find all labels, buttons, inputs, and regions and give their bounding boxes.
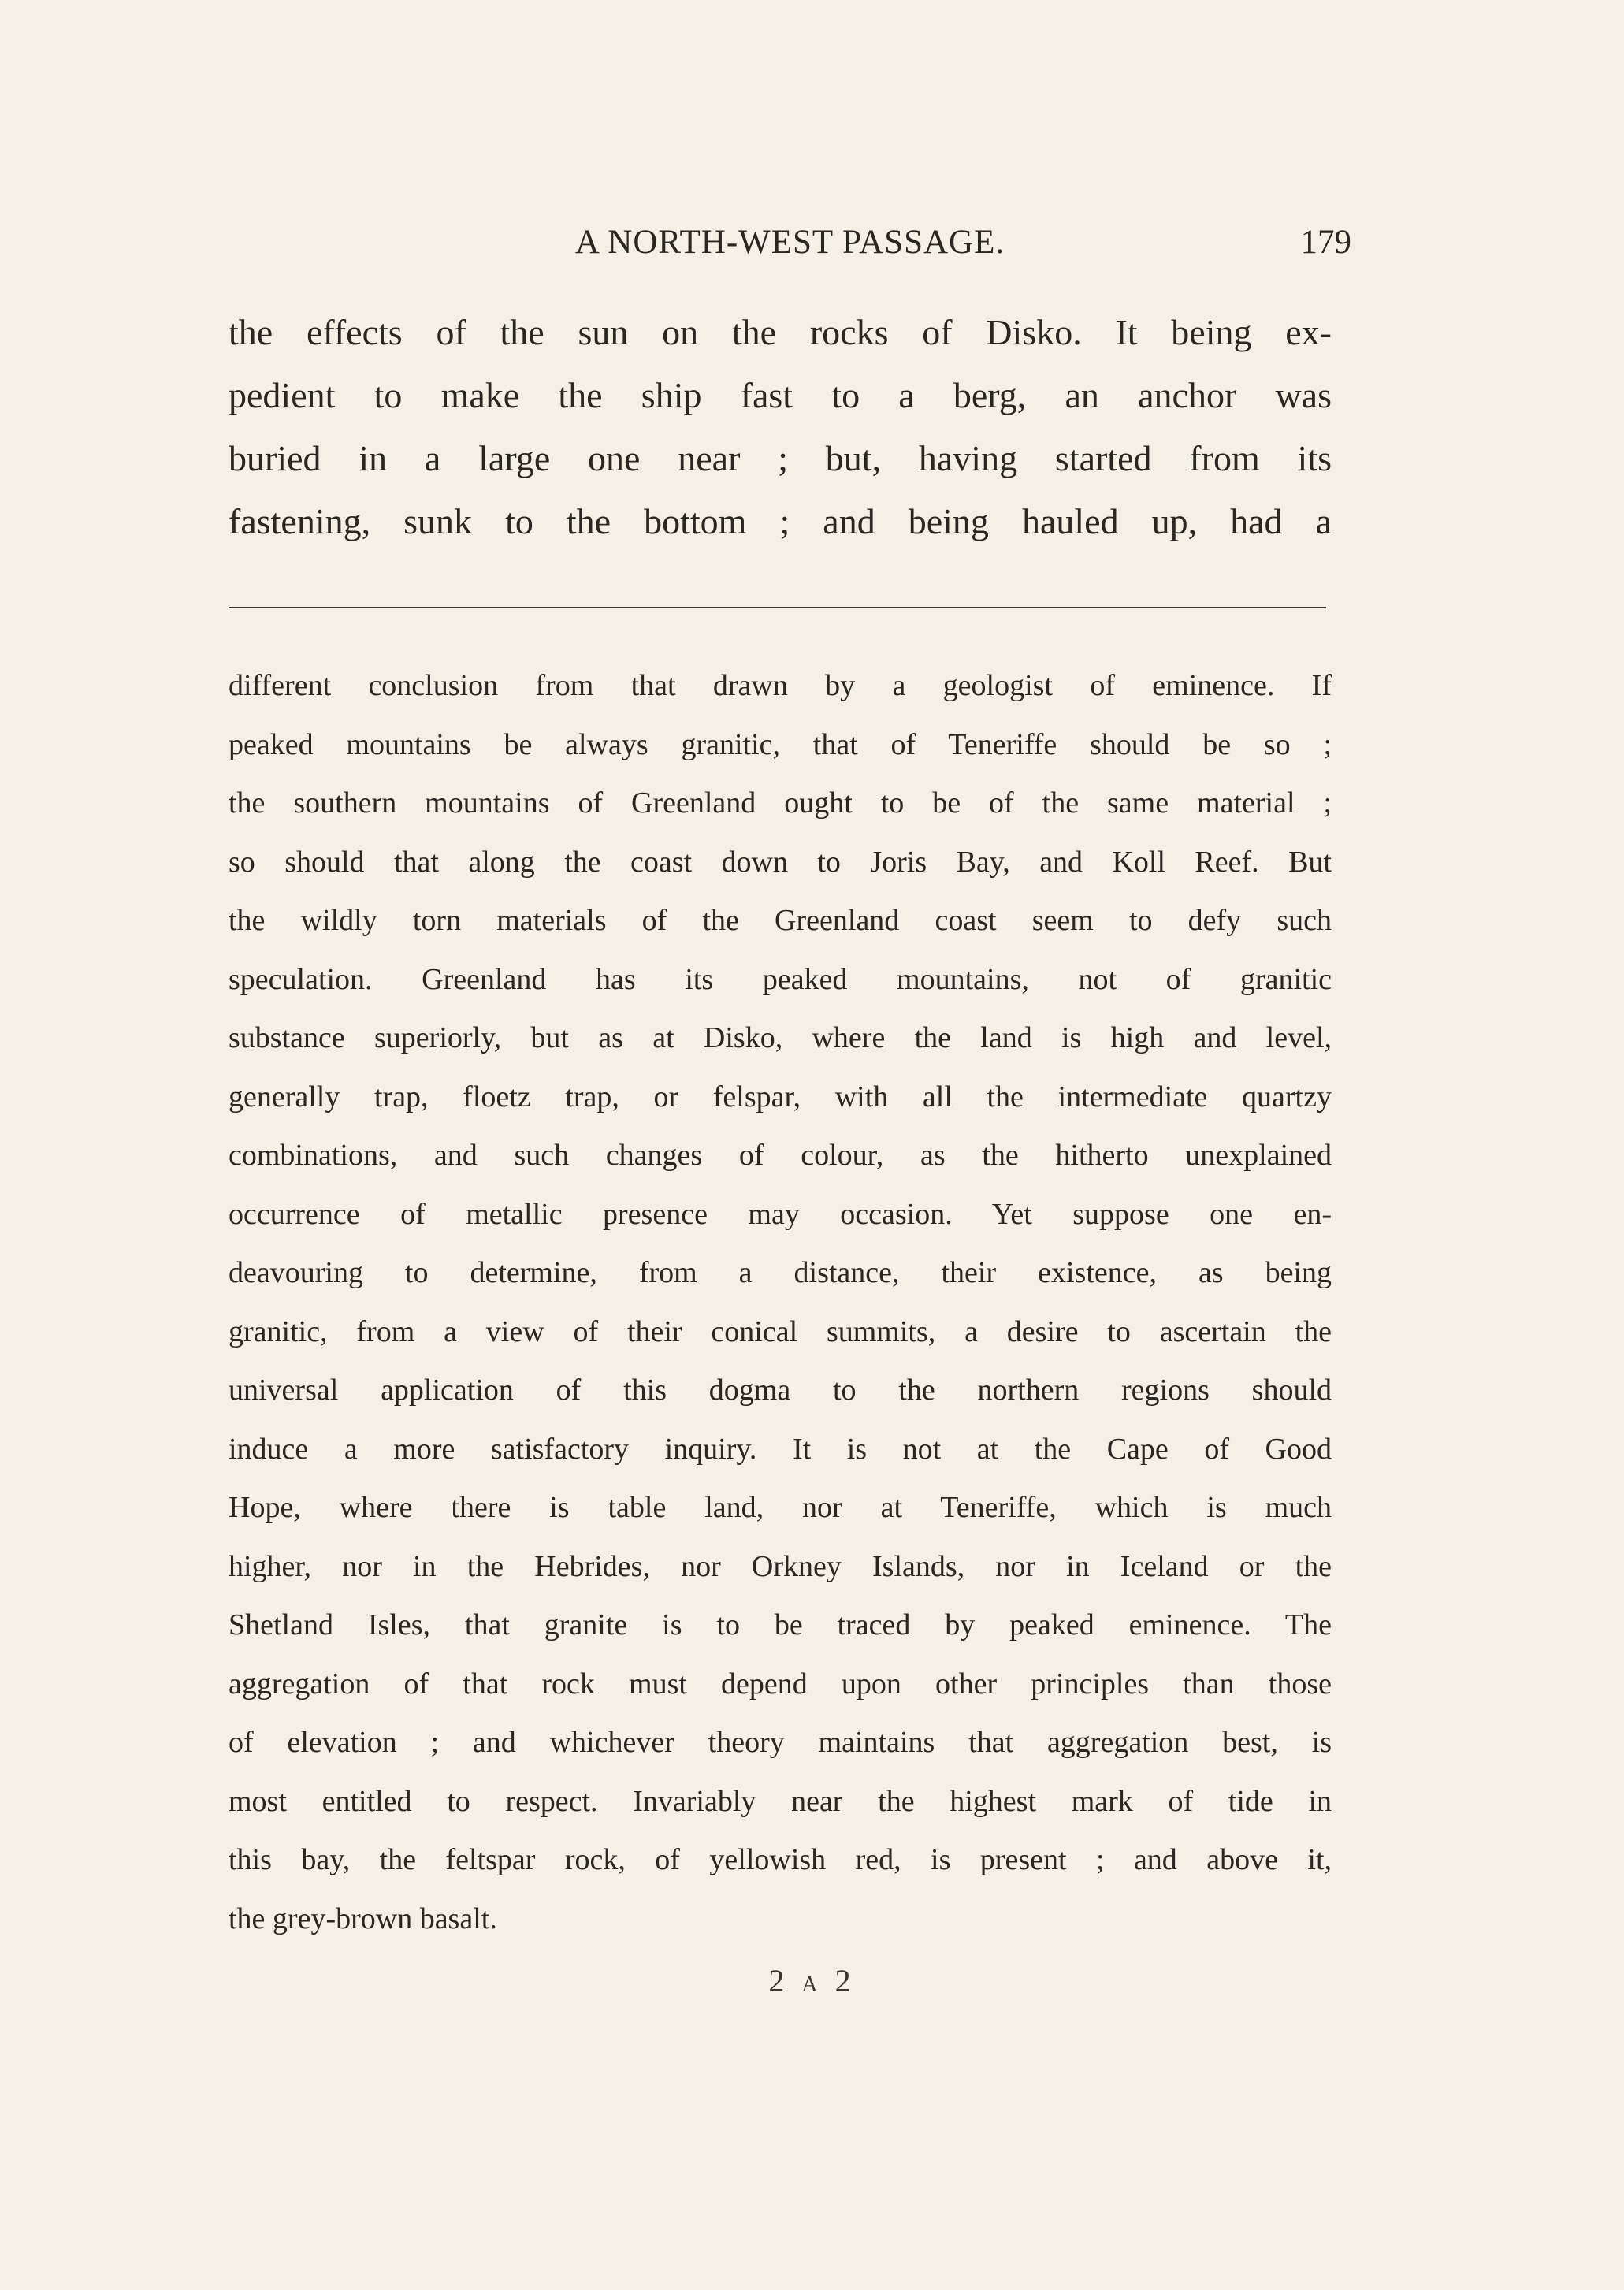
main-text-line: the effects of the sun on the rocks of Disko. It being ex- — [229, 312, 1332, 352]
footnote-block — [229, 656, 1332, 1948]
footnote-line: granitic, from a view of their conical summits, a desire to ascertain the — [229, 1314, 1332, 1348]
page-header — [229, 219, 1351, 266]
footnote-line: the wildly torn materials of the Greenland coast seem to defy such — [229, 904, 1332, 937]
footnote-line: peaked mountains be always granitic, that of Teneriffe should be so ; — [229, 727, 1332, 761]
main-text-line: pedient to make the ship fast to a berg, an anchor was — [229, 375, 1332, 415]
signature-mark — [0, 1962, 1624, 1999]
signature-right: 2 — [834, 1963, 856, 1998]
footnote-line: of elevation ; and whichever theory maintains that aggregation best, is — [229, 1726, 1332, 1759]
footnote-line: the grey-brown basalt. — [229, 1902, 497, 1935]
footnote-line: different conclusion from that drawn by a geologist of eminence. If — [229, 669, 1332, 702]
running-title: A NORTH-WEST PASSAGE. — [574, 224, 1005, 261]
footnote-line: deavouring to determine, from a distance, their existence, as being — [229, 1256, 1332, 1289]
footnote-line: Hope, where there is table land, nor at Teneriffe, which is much — [229, 1491, 1332, 1524]
footnote-line: combinations, and such changes of colour, as the hitherto unexplained — [229, 1139, 1332, 1172]
footnote-line: generally trap, floetz trap, or felspar, with all the intermediate quartzy — [229, 1080, 1332, 1113]
footnote-line: most entitled to respect. Invariably near the highest mark of tide in — [229, 1784, 1332, 1818]
footnote-line: substance superiorly, but as at Disko, where the land is high and level, — [229, 1021, 1332, 1054]
footnote-line: occurrence of metallic presence may occasion. Yet suppose one en- — [229, 1197, 1332, 1231]
signature-middle: A — [801, 1972, 823, 1997]
footnote-line: Shetland Isles, that granite is to be traced by peaked eminence. The — [229, 1608, 1332, 1641]
main-text-block — [229, 301, 1332, 553]
footnote-rule — [229, 607, 1326, 608]
footnote-line: aggregation of that rock must depend upon other principles than those — [229, 1667, 1332, 1701]
page-number: 179 — [1300, 224, 1351, 261]
footnote-line: higher, nor in the Hebrides, nor Orkney Islands, nor in Iceland or the — [229, 1549, 1332, 1583]
main-text-line: buried in a large one near ; but, having started from its — [229, 438, 1332, 478]
footnote-line: universal application of this dogma to the northern regions should — [229, 1374, 1332, 1407]
main-text-line: fastening, sunk to the bottom ; and being hauled up, had a — [229, 501, 1332, 541]
footnote-line: induce a more satisfactory inquiry. It is not at the Cape of Good — [229, 1432, 1332, 1466]
footnote-line: speculation. Greenland has its peaked mountains, not of granitic — [229, 962, 1332, 996]
footnote-line: so should that along the coast down to Joris Bay, and Koll Reef. But — [229, 845, 1332, 879]
signature-left: 2 — [768, 1963, 790, 1998]
footnote-line: the southern mountains of Greenland ought to be of the same material ; — [229, 786, 1332, 820]
footnote-line: this bay, the feltspar rock, of yellowish red, is present ; and above it, — [229, 1843, 1332, 1876]
